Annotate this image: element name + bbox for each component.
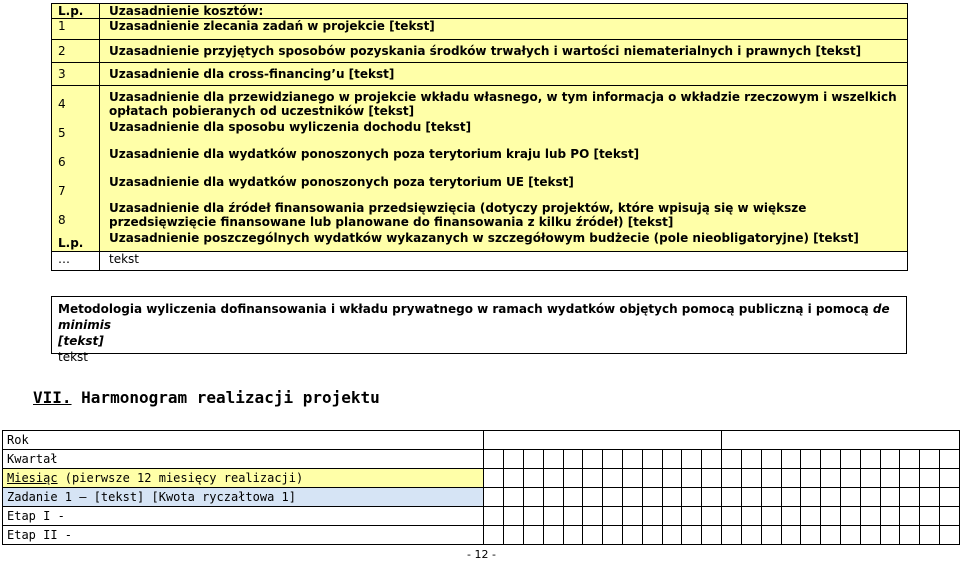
grid-cell[interactable] xyxy=(702,507,722,526)
grid-cell[interactable] xyxy=(504,469,524,488)
section-number: VII. xyxy=(33,388,72,407)
grid-cell[interactable] xyxy=(702,526,722,545)
grid-cell[interactable] xyxy=(583,469,603,488)
row-number: 8 xyxy=(58,213,66,227)
grid-cell[interactable] xyxy=(821,526,841,545)
grid-cell[interactable] xyxy=(603,526,623,545)
grid-cell[interactable] xyxy=(821,469,841,488)
grid-cell[interactable] xyxy=(484,469,504,488)
methodology-title-italic: de minimis xyxy=(58,302,890,332)
page-number: - 12 - xyxy=(467,548,496,561)
lp-header: L.p. xyxy=(52,4,100,19)
grid-cell[interactable] xyxy=(702,469,722,488)
grid-cell[interactable] xyxy=(583,507,603,526)
grid-cell[interactable] xyxy=(880,469,900,488)
grid-cell[interactable] xyxy=(761,450,781,469)
grid-cell[interactable] xyxy=(860,469,880,488)
grid-cell[interactable] xyxy=(563,488,583,507)
grid-cell[interactable] xyxy=(563,507,583,526)
grid-cell[interactable] xyxy=(920,469,940,488)
grid-cell[interactable] xyxy=(781,507,801,526)
grid-cell[interactable] xyxy=(722,469,742,488)
month-label: Miesiąc xyxy=(7,471,58,485)
grid-cell[interactable] xyxy=(504,488,524,507)
grid-cell[interactable] xyxy=(840,469,860,488)
methodology-box[interactable] xyxy=(51,296,907,364)
detailed-budget-justification[interactable]: Uzasadnienie poszczególnych wydatków wykazanych w szczegółowym budżecie (pole nieobligatoryjne) [tekst] xyxy=(109,231,859,245)
grid-cell[interactable] xyxy=(603,450,623,469)
grid-cell[interactable] xyxy=(504,450,524,469)
row-text[interactable]: Uzasadnienie przyjętych sposobów pozyskania środków trwałych i wartości niematerialnych i prawnych [tekst] xyxy=(100,40,908,63)
grid-cell[interactable] xyxy=(840,450,860,469)
grid-cell[interactable] xyxy=(761,526,781,545)
row-number: 3 xyxy=(52,63,100,86)
grid-cell[interactable] xyxy=(722,450,742,469)
grid-cell[interactable] xyxy=(821,488,841,507)
schedule-row-stage-2: Etap II - xyxy=(3,526,484,545)
grid-cell[interactable] xyxy=(682,469,702,488)
row-number: 4 xyxy=(58,97,66,111)
grid-cell[interactable] xyxy=(781,526,801,545)
grid-cell[interactable] xyxy=(940,469,960,488)
grid-cell[interactable] xyxy=(840,488,860,507)
grid-cell[interactable] xyxy=(563,469,583,488)
grid-cell[interactable] xyxy=(662,450,682,469)
grid-cell[interactable] xyxy=(662,526,682,545)
row-text[interactable]: Uzasadnienie dla przewidzianego w projekcie wkładu własnego, w tym informacja o wkładzie rzeczowym i wszelkich opłatach pobieranych od uczestników [tekst] xyxy=(109,90,897,118)
grid-cell[interactable] xyxy=(920,488,940,507)
row-number: 2 xyxy=(52,40,100,63)
grid-cell[interactable] xyxy=(781,469,801,488)
grid-cell[interactable] xyxy=(801,469,821,488)
month-label-note: (pierwsze 12 miesięcy realizacji) xyxy=(57,471,304,485)
grid-cell[interactable] xyxy=(900,526,920,545)
grid-cell[interactable] xyxy=(840,507,860,526)
grid-cell[interactable] xyxy=(682,488,702,507)
grid-cell[interactable] xyxy=(523,526,543,545)
grid-cell[interactable] xyxy=(484,450,504,469)
justification-header: Uzasadnienie kosztów: xyxy=(100,4,908,19)
grid-cell[interactable] xyxy=(761,469,781,488)
grid-cell[interactable] xyxy=(741,507,761,526)
grid-cell[interactable] xyxy=(821,507,841,526)
grid-cell[interactable] xyxy=(484,526,504,545)
grid-cell[interactable] xyxy=(860,507,880,526)
grid-cell[interactable] xyxy=(484,488,504,507)
grid-cell[interactable] xyxy=(781,450,801,469)
grid-cell[interactable] xyxy=(801,526,821,545)
grid-cell[interactable] xyxy=(801,507,821,526)
row-text[interactable]: Uzasadnienie dla źródeł finansowania przedsięwzięcia (dotyczy projektów, które wpisują się w większe przedsięwzięcie finansowane lub planowane do finansowania z kilku źródeł) [tekst] xyxy=(109,201,807,229)
grid-cell[interactable] xyxy=(900,469,920,488)
grid-cell[interactable] xyxy=(603,507,623,526)
grid-cell[interactable] xyxy=(484,507,504,526)
grid-cell[interactable] xyxy=(880,507,900,526)
grid-cell[interactable] xyxy=(623,488,643,507)
grid-cell[interactable] xyxy=(741,469,761,488)
row-number-ellipsis: … xyxy=(52,252,100,271)
grid-cell[interactable] xyxy=(761,488,781,507)
grid-cell[interactable] xyxy=(642,469,662,488)
grid-cell[interactable] xyxy=(741,526,761,545)
grid-cell[interactable] xyxy=(642,526,662,545)
grid-cell[interactable] xyxy=(623,507,643,526)
grid-cell[interactable] xyxy=(543,469,563,488)
grid-cell[interactable] xyxy=(682,507,702,526)
grid-cell[interactable] xyxy=(523,469,543,488)
schedule-row-stage-1: Etap I - xyxy=(3,507,484,526)
grid-cell[interactable] xyxy=(523,507,543,526)
grid-cell[interactable] xyxy=(543,526,563,545)
section-heading xyxy=(33,388,380,407)
row-text-placeholder[interactable]: tekst xyxy=(100,252,908,271)
methodology-body[interactable]: tekst xyxy=(58,350,88,364)
grid-cell[interactable] xyxy=(682,526,702,545)
row-text[interactable]: Uzasadnienie dla wydatków ponoszonych poza terytorium UE [tekst] xyxy=(109,175,574,189)
grid-cell[interactable] xyxy=(741,450,761,469)
schedule-row-task: Zadanie 1 – [tekst] [Kwota ryczałtowa 1] xyxy=(3,488,484,507)
grid-cell[interactable] xyxy=(662,469,682,488)
schedule-row-year: Rok xyxy=(3,431,484,450)
grid-cell[interactable] xyxy=(900,507,920,526)
grid-cell[interactable] xyxy=(722,526,742,545)
grid-cell[interactable] xyxy=(702,488,722,507)
grid-cell[interactable] xyxy=(860,488,880,507)
row-number: 5 xyxy=(58,126,66,140)
grid-cell[interactable] xyxy=(880,488,900,507)
grid-cell[interactable] xyxy=(781,488,801,507)
grid-cell[interactable] xyxy=(523,488,543,507)
grid-cell[interactable] xyxy=(940,526,960,545)
row-text[interactable]: Uzasadnienie zlecania zadań w projekcie [tekst] xyxy=(100,19,908,40)
rows-4-8-text xyxy=(100,86,908,252)
grid-cell[interactable] xyxy=(801,488,821,507)
grid-cell[interactable] xyxy=(563,526,583,545)
grid-cell[interactable] xyxy=(504,507,524,526)
grid-cell[interactable] xyxy=(583,450,603,469)
grid-cell[interactable] xyxy=(900,450,920,469)
grid-cell[interactable] xyxy=(682,450,702,469)
grid-cell[interactable] xyxy=(504,526,524,545)
grid-cell[interactable] xyxy=(583,526,603,545)
grid-cell[interactable] xyxy=(662,507,682,526)
year-cell[interactable] xyxy=(484,431,722,450)
methodology-title xyxy=(58,301,900,349)
grid-cell[interactable] xyxy=(940,450,960,469)
section-title: Harmonogram realizacji projektu xyxy=(71,388,380,407)
grid-cell[interactable] xyxy=(801,450,821,469)
grid-cell[interactable] xyxy=(543,488,563,507)
grid-cell[interactable] xyxy=(543,507,563,526)
row-number: 7 xyxy=(58,184,66,198)
row-number: 6 xyxy=(58,155,66,169)
row-number: 1 xyxy=(52,19,100,40)
grid-cell[interactable] xyxy=(761,507,781,526)
grid-cell[interactable] xyxy=(880,526,900,545)
row-numbers-4-8 xyxy=(52,86,100,252)
row-text[interactable]: Uzasadnienie dla cross-financing’u [tekst] xyxy=(100,63,908,86)
grid-cell[interactable] xyxy=(920,526,940,545)
grid-cell[interactable] xyxy=(920,450,940,469)
grid-cell[interactable] xyxy=(603,469,623,488)
grid-cell[interactable] xyxy=(603,488,623,507)
grid-cell[interactable] xyxy=(821,450,841,469)
grid-cell[interactable] xyxy=(741,488,761,507)
grid-cell[interactable] xyxy=(860,526,880,545)
schedule-table xyxy=(2,430,960,545)
grid-cell[interactable] xyxy=(860,450,880,469)
grid-cell[interactable] xyxy=(662,488,682,507)
row-text[interactable]: Uzasadnienie dla wydatków ponoszonych poza terytorium kraju lub PO [tekst] xyxy=(109,147,640,161)
grid-cell[interactable] xyxy=(940,488,960,507)
grid-cell[interactable] xyxy=(523,450,543,469)
grid-cell[interactable] xyxy=(563,450,583,469)
grid-cell[interactable] xyxy=(642,507,662,526)
grid-cell[interactable] xyxy=(623,450,643,469)
grid-cell[interactable] xyxy=(840,526,860,545)
schedule-row-month xyxy=(3,469,484,488)
justification-table xyxy=(51,3,908,271)
grid-cell[interactable] xyxy=(623,469,643,488)
grid-cell[interactable] xyxy=(642,450,662,469)
grid-cell[interactable] xyxy=(642,488,662,507)
grid-cell[interactable] xyxy=(722,507,742,526)
methodology-title-placeholder: [tekst] xyxy=(58,334,104,348)
grid-cell[interactable] xyxy=(940,507,960,526)
row-text[interactable]: Uzasadnienie dla sposobu wyliczenia dochodu [tekst] xyxy=(109,120,472,134)
schedule-row-quarter: Kwartał xyxy=(3,450,484,469)
methodology-title-text: Metodologia wyliczenia dofinansowania i wkładu prywatnego w ramach wydatków objętych pomocą publiczną i pomocą xyxy=(58,302,873,316)
year-cell[interactable] xyxy=(722,431,960,450)
lp-header-2: L.p. xyxy=(58,236,84,250)
grid-cell[interactable] xyxy=(543,450,563,469)
grid-cell[interactable] xyxy=(880,450,900,469)
grid-cell[interactable] xyxy=(920,507,940,526)
grid-cell[interactable] xyxy=(583,488,603,507)
grid-cell[interactable] xyxy=(623,526,643,545)
grid-cell[interactable] xyxy=(900,488,920,507)
grid-cell[interactable] xyxy=(702,450,722,469)
grid-cell[interactable] xyxy=(722,488,742,507)
